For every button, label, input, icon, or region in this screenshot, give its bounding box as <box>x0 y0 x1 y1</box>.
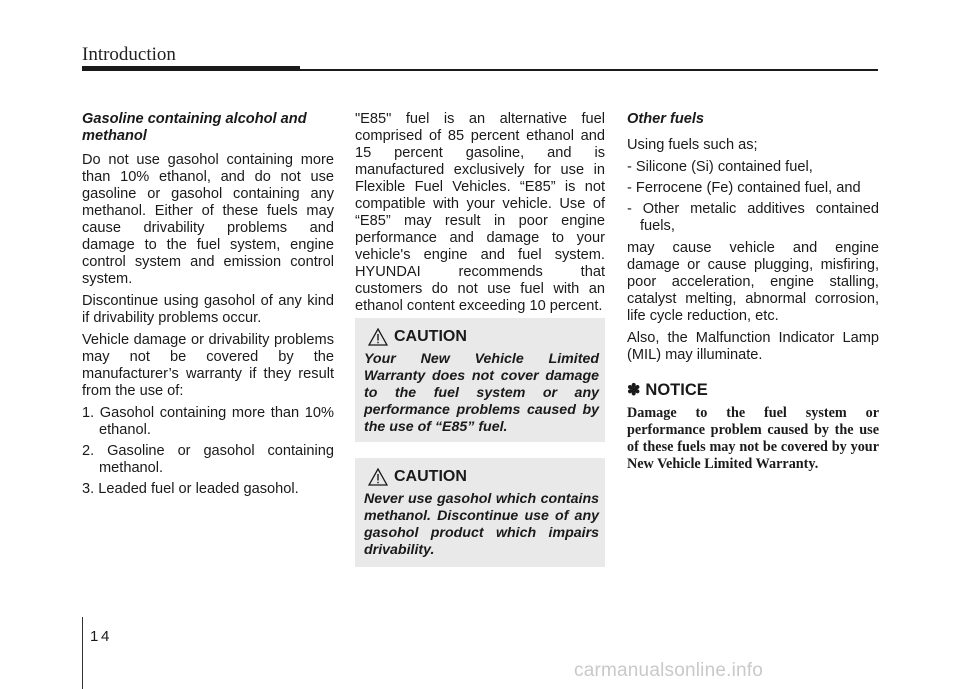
list-item: 1. Gasohol containing more than 10% ethanol. <box>82 405 334 438</box>
header-rule-thin <box>300 69 878 71</box>
list-item: - Ferrocene (Fe) contained fuel, and <box>627 180 861 196</box>
list-item: 3. Leaded fuel or leaded gasohol. <box>82 481 299 497</box>
page-header-title: Introduction <box>82 44 176 65</box>
header-rule-thick <box>82 66 300 71</box>
column-1 <box>82 111 334 503</box>
caution-header <box>368 327 467 347</box>
paragraph: Do not use gasohol containing more than 10% ethanol, and do not use gasoline or gasohol containing any methanol. Either of these fuels may cause drivability problems and damage to the fuel system, engine control system and emission control system. <box>82 152 334 287</box>
notice-asterisk-icon: ✽ <box>627 382 641 399</box>
paragraph: Also, the Malfunction Indicator Lamp (MIL) may illuminate. <box>627 330 879 363</box>
section-heading-alcohol-methanol <box>82 111 334 145</box>
column-3 <box>627 111 879 473</box>
heading-line-1: Gasoline containing alcohol and <box>82 111 307 127</box>
caution-title: CAUTION <box>394 468 467 485</box>
list-item: - Other metalic additives contained fuels, <box>627 201 879 234</box>
watermark: carmanualsonline.info <box>574 660 764 681</box>
warning-triangle-icon <box>368 328 388 346</box>
paragraph: Using fuels such as; <box>627 137 758 153</box>
paragraph: Discontinue using gasohol of any kind if drivability problems occur. <box>82 293 334 326</box>
paragraph: Vehicle damage or drivability problems may not be covered by the manufacturer’s warranty if they result from the use of: <box>82 332 334 399</box>
warning-triangle-icon <box>368 468 388 486</box>
caution-title: CAUTION <box>394 328 467 345</box>
numbered-list <box>82 405 334 498</box>
notice-header <box>627 382 879 399</box>
section-heading-other-fuels: Other fuels <box>627 111 705 127</box>
paragraph: may cause vehicle and engine damage or cause plugging, misfiring, poor acceleration, engine stalling, catalyst melting, abnormal corrosion, life cycle reduction, etc. <box>627 240 879 324</box>
paragraph-e85: "E85" fuel is an alternative fuel comprised of 85 percent ethanol and 15 percent gasoline, and is manufactured exclusively for use in Flexible Fuel Vehicles. “E85” is not compatible with your vehicle. Use of “E85” may result in poor engine performance and damage to your vehicle's engine and fuel system. HYUNDAI recommends that customers do not use fuel with an ethanol content exceeding 10 percent. <box>355 111 605 314</box>
column-2 <box>355 111 605 320</box>
caution-box-methanol <box>355 458 605 567</box>
dash-list <box>627 159 879 235</box>
caution-body: Never use gasohol which contains methanol. Discontinue use of any gasohol product which impairs drivability. <box>364 491 599 558</box>
heading-line-2: methanol <box>82 128 147 144</box>
caution-body: Your New Vehicle Limited Warranty does not cover damage to the fuel system or any performance problems caused by the use of “E85” fuel. <box>364 351 599 435</box>
caution-box-e85 <box>355 318 605 442</box>
page-number: 4 <box>101 628 110 645</box>
notice-title: NOTICE <box>645 381 708 399</box>
list-item: 2. Gasoline or gasohol containing methanol. <box>82 443 334 476</box>
list-item: - Silicone (Si) contained fuel, <box>627 159 813 175</box>
caution-header <box>368 467 467 487</box>
footer-divider <box>82 617 83 689</box>
notice-body: Damage to the fuel system or performance problem caused by the use of these fuels may not be covered by your New Vehicle Limited Warranty. <box>627 405 879 472</box>
chapter-number: 1 <box>90 628 99 645</box>
